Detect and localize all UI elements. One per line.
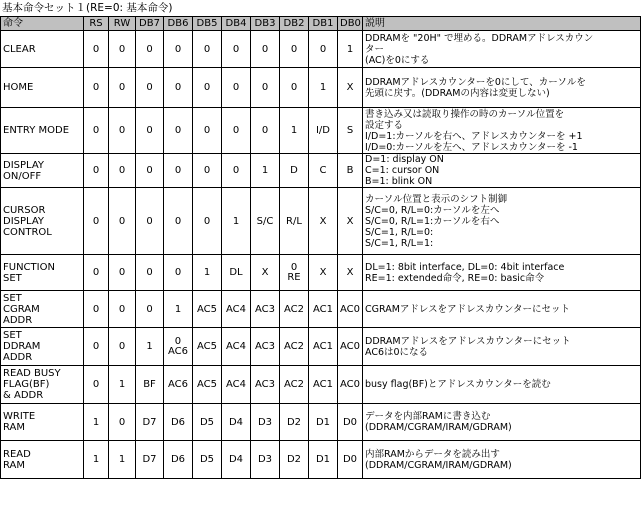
- description-line: 設定する: [365, 119, 404, 131]
- db4-cell: D4: [222, 404, 251, 441]
- table-header: [1, 17, 641, 31]
- command-name-cell: [1, 31, 84, 68]
- header-db3: DB3: [251, 17, 280, 31]
- db2-cell: D2: [280, 441, 309, 479]
- command-name-line: ENTRY MODE: [3, 125, 70, 136]
- stacked-value-part: AC6: [167, 345, 188, 357]
- header-db7: DB7: [136, 17, 164, 31]
- db5-cell: 0: [193, 108, 222, 154]
- db5-cell: 0: [193, 68, 222, 108]
- description-cell: [363, 188, 641, 255]
- description-line: 先頭に戻す。(DDRAMの内容は変更しない): [365, 87, 550, 99]
- db1-cell: I/D: [309, 108, 338, 154]
- db0-cell: AC0: [338, 291, 363, 328]
- rs-cell: 0: [84, 366, 109, 404]
- db1-cell: 0: [309, 31, 338, 68]
- table-row: [1, 366, 641, 404]
- description-cell: [363, 68, 641, 108]
- rw-cell: 0: [109, 328, 136, 366]
- db1-cell: AC1: [309, 328, 338, 366]
- command-name-line: SET: [3, 272, 22, 284]
- rw-cell: 0: [109, 108, 136, 154]
- db7-cell: 0: [136, 108, 164, 154]
- db2-cell: AC2: [280, 366, 309, 404]
- db1-cell: AC1: [309, 366, 338, 404]
- rs-cell: 0: [84, 108, 109, 154]
- table-body: [1, 31, 641, 479]
- command-name-line: DISPLAY: [3, 215, 45, 227]
- stacked-value: [168, 337, 188, 357]
- db6-cell: D6: [164, 404, 193, 441]
- rs-cell: 0: [84, 31, 109, 68]
- description-line: RE=1: extended命令, RE=0: basic命令: [365, 272, 545, 284]
- db3-cell: AC3: [251, 366, 280, 404]
- table-row: [1, 108, 641, 154]
- db2-cell: 0: [280, 31, 309, 68]
- rw-cell: 0: [109, 255, 136, 291]
- db7-cell: D7: [136, 441, 164, 479]
- command-name-line: SET: [3, 292, 22, 304]
- description-line: ター: [365, 43, 385, 55]
- command-name-line: DISPLAY: [3, 159, 45, 171]
- db5-cell: D5: [193, 441, 222, 479]
- rw-cell: 0: [109, 68, 136, 108]
- rw-cell: 1: [109, 441, 136, 479]
- description-cell: [363, 404, 641, 441]
- description-cell: [363, 441, 641, 479]
- db7-cell: 0: [136, 188, 164, 255]
- db4-cell: 0: [222, 31, 251, 68]
- description-line: (DDRAM/CGRAM/IRAM/GDRAM): [365, 422, 512, 433]
- db6-cell: AC6: [164, 366, 193, 404]
- rw-cell: 0: [109, 291, 136, 328]
- description-line: カーソル位置と表示のシフト制御: [365, 193, 508, 205]
- description-line: (AC)を0にする: [365, 54, 430, 66]
- db7-cell: 0: [136, 255, 164, 291]
- description-cell: [363, 108, 641, 154]
- rs-cell: 0: [84, 328, 109, 366]
- command-name-cell: [1, 188, 84, 255]
- db1-cell: X: [309, 188, 338, 255]
- db3-cell: D3: [251, 441, 280, 479]
- command-name-line: HOME: [3, 82, 34, 93]
- rw-cell: 0: [109, 404, 136, 441]
- db0-cell: AC0: [338, 366, 363, 404]
- command-name-line: READ BUSY: [3, 368, 61, 379]
- rs-cell: 0: [84, 255, 109, 291]
- rw-cell: 0: [109, 31, 136, 68]
- description-line: DDRAMを "20H" で埋める。DDRAMアドレスカウン: [365, 32, 594, 44]
- db2-cell: R/L: [280, 188, 309, 255]
- command-name-line: CGRAM: [3, 303, 40, 315]
- description-cell: [363, 154, 641, 188]
- table-row: [1, 68, 641, 108]
- db3-cell: 1: [251, 154, 280, 188]
- instruction-table: [0, 16, 641, 479]
- db3-cell: D3: [251, 404, 280, 441]
- db7-cell: 1: [136, 328, 164, 366]
- header-description: 説明: [363, 17, 641, 31]
- description-line: 書き込み又は読取り操作の時のカーソル位置を: [365, 108, 565, 120]
- header-rw: RW: [109, 17, 136, 31]
- command-name-cell: [1, 108, 84, 154]
- db0-cell: AC0: [338, 328, 363, 366]
- db0-cell: D0: [338, 441, 363, 479]
- description-line: CGRAMアドレスをアドレスカウンターにセット: [365, 303, 570, 315]
- command-name-line: CURSOR: [3, 204, 46, 216]
- description-line: S/C=0, R/L=1:カーソルを右へ: [365, 215, 500, 227]
- command-name-cell: [1, 366, 84, 404]
- header-rs: RS: [84, 17, 109, 31]
- description-line: D=1: display ON: [365, 154, 444, 165]
- db6-cell: 0: [164, 188, 193, 255]
- command-name-cell: [1, 328, 84, 366]
- db4-cell: 0: [222, 108, 251, 154]
- db2-cell: 0: [280, 68, 309, 108]
- rs-cell: 1: [84, 441, 109, 479]
- description-line: DL=1: 8bit interface, DL=0: 4bit interface: [365, 261, 565, 273]
- header-db2: DB2: [280, 17, 309, 31]
- header-command: 命令: [1, 17, 84, 31]
- db2-cell: AC2: [280, 328, 309, 366]
- rw-cell: 0: [109, 188, 136, 255]
- db6-cell: [164, 328, 193, 366]
- header-db0: DB0: [338, 17, 363, 31]
- command-name-cell: [1, 68, 84, 108]
- db6-cell: 0: [164, 31, 193, 68]
- header-db5: DB5: [193, 17, 222, 31]
- description-line: busy flag(BF)とアドレスカウンターを読む: [365, 379, 551, 390]
- header-db4: DB4: [222, 17, 251, 31]
- db0-cell: X: [338, 255, 363, 291]
- command-name-line: DDRAM: [3, 341, 41, 352]
- command-name-cell: [1, 441, 84, 479]
- db1-cell: D1: [309, 404, 338, 441]
- db7-cell: 0: [136, 68, 164, 108]
- db7-cell: 0: [136, 291, 164, 328]
- command-name-line: FUNCTION: [3, 261, 55, 273]
- db4-cell: AC4: [222, 328, 251, 366]
- db1-cell: C: [309, 154, 338, 188]
- table-caption: 基本命令セット１(RE=0: 基本命令): [2, 2, 173, 14]
- db1-cell: X: [309, 255, 338, 291]
- description-line: S/C=1, R/L=0:: [365, 226, 434, 238]
- table-row: [1, 328, 641, 366]
- db3-cell: S/C: [251, 188, 280, 255]
- command-name-cell: [1, 404, 84, 441]
- db7-cell: 0: [136, 154, 164, 188]
- description-line: B=1: blink ON: [365, 176, 433, 187]
- description-line: I/D=0:カーソルを左へ、アドレスカウンターを -1: [365, 141, 578, 153]
- db6-cell: 0: [164, 255, 193, 291]
- db4-cell: 0: [222, 154, 251, 188]
- db7-cell: D7: [136, 404, 164, 441]
- command-name-line: ADDR: [3, 314, 33, 326]
- command-name-line: FLAG(BF): [3, 379, 50, 390]
- header-db1: DB1: [309, 17, 338, 31]
- command-name-line: CONTROL: [3, 226, 52, 238]
- db3-cell: 0: [251, 31, 280, 68]
- description-line: DDRAMアドレスカウンターを0にして、カーソルを: [365, 76, 586, 88]
- command-name-cell: [1, 154, 84, 188]
- command-name-line: RAM: [3, 459, 26, 471]
- description-cell: [363, 328, 641, 366]
- description-line: データを内部RAMに書き込む: [365, 411, 491, 422]
- db0-cell: X: [338, 68, 363, 108]
- db2-cell: [280, 255, 309, 291]
- rw-cell: 1: [109, 366, 136, 404]
- description-line: DDRAMアドレスをアドレスカウンターにセット: [365, 335, 571, 347]
- db4-cell: 0: [222, 68, 251, 108]
- rw-cell: 0: [109, 154, 136, 188]
- db3-cell: 0: [251, 68, 280, 108]
- table-row: [1, 31, 641, 68]
- rs-cell: 1: [84, 404, 109, 441]
- stacked-value-part: 0: [174, 335, 182, 347]
- db3-cell: X: [251, 255, 280, 291]
- description-line: I/D=1:カーソルを右へ、アドレスカウンターを +1: [365, 130, 583, 142]
- command-name-line: CLEAR: [3, 43, 36, 55]
- db5-cell: AC5: [193, 291, 222, 328]
- table-row: [1, 188, 641, 255]
- db4-cell: DL: [222, 255, 251, 291]
- db5-cell: AC5: [193, 366, 222, 404]
- db2-cell: D: [280, 154, 309, 188]
- stacked-value: [287, 263, 300, 283]
- command-name-line: SET: [3, 330, 22, 341]
- db5-cell: 0: [193, 31, 222, 68]
- rs-cell: 0: [84, 154, 109, 188]
- db1-cell: 1: [309, 68, 338, 108]
- description-line: C=1: cursor ON: [365, 165, 440, 176]
- db6-cell: 0: [164, 108, 193, 154]
- db5-cell: D5: [193, 404, 222, 441]
- description-cell: [363, 255, 641, 291]
- db4-cell: 1: [222, 188, 251, 255]
- db3-cell: AC3: [251, 328, 280, 366]
- command-name-line: WRITE: [3, 411, 36, 422]
- db3-cell: AC3: [251, 291, 280, 328]
- rs-cell: 0: [84, 291, 109, 328]
- table-row: [1, 154, 641, 188]
- description-line: S/C=1, R/L=1:: [365, 237, 434, 249]
- db6-cell: D6: [164, 441, 193, 479]
- description-line: 内部RAMからデータを読み出す: [365, 448, 500, 460]
- db5-cell: AC5: [193, 328, 222, 366]
- command-name-cell: [1, 255, 84, 291]
- command-name-line: & ADDR: [3, 390, 44, 401]
- db1-cell: D1: [309, 441, 338, 479]
- description-line: S/C=0, R/L=0:カーソルを左へ: [365, 204, 500, 216]
- db0-cell: D0: [338, 404, 363, 441]
- db0-cell: X: [338, 188, 363, 255]
- description-line: (DDRAM/CGRAM/IRAM/GDRAM): [365, 459, 512, 471]
- stacked-value-part: RE: [287, 271, 301, 283]
- db7-cell: 0: [136, 31, 164, 68]
- stacked-value-part: 0: [290, 261, 298, 273]
- table-row: [1, 441, 641, 479]
- command-name-line: ON/OFF: [3, 170, 42, 182]
- header-row: [1, 17, 641, 31]
- db0-cell: 1: [338, 31, 363, 68]
- db6-cell: 1: [164, 291, 193, 328]
- command-name-line: ADDR: [3, 352, 33, 363]
- db6-cell: 0: [164, 154, 193, 188]
- db5-cell: 1: [193, 255, 222, 291]
- header-db6: DB6: [164, 17, 193, 31]
- db2-cell: AC2: [280, 291, 309, 328]
- db5-cell: 0: [193, 188, 222, 255]
- table-row: [1, 291, 641, 328]
- description-cell: [363, 366, 641, 404]
- db5-cell: 0: [193, 154, 222, 188]
- rs-cell: 0: [84, 188, 109, 255]
- db2-cell: D2: [280, 404, 309, 441]
- description-cell: [363, 291, 641, 328]
- description-line: AC6は0になる: [365, 346, 429, 358]
- db4-cell: AC4: [222, 366, 251, 404]
- db2-cell: 1: [280, 108, 309, 154]
- table-row: [1, 404, 641, 441]
- db0-cell: B: [338, 154, 363, 188]
- command-name-line: READ: [3, 448, 31, 460]
- description-cell: [363, 31, 641, 68]
- command-name-cell: [1, 291, 84, 328]
- db7-cell: BF: [136, 366, 164, 404]
- db0-cell: S: [338, 108, 363, 154]
- command-name-line: RAM: [3, 422, 26, 433]
- db3-cell: 0: [251, 108, 280, 154]
- db1-cell: AC1: [309, 291, 338, 328]
- db4-cell: D4: [222, 441, 251, 479]
- table-row: [1, 255, 641, 291]
- rs-cell: 0: [84, 68, 109, 108]
- db4-cell: AC4: [222, 291, 251, 328]
- db6-cell: 0: [164, 68, 193, 108]
